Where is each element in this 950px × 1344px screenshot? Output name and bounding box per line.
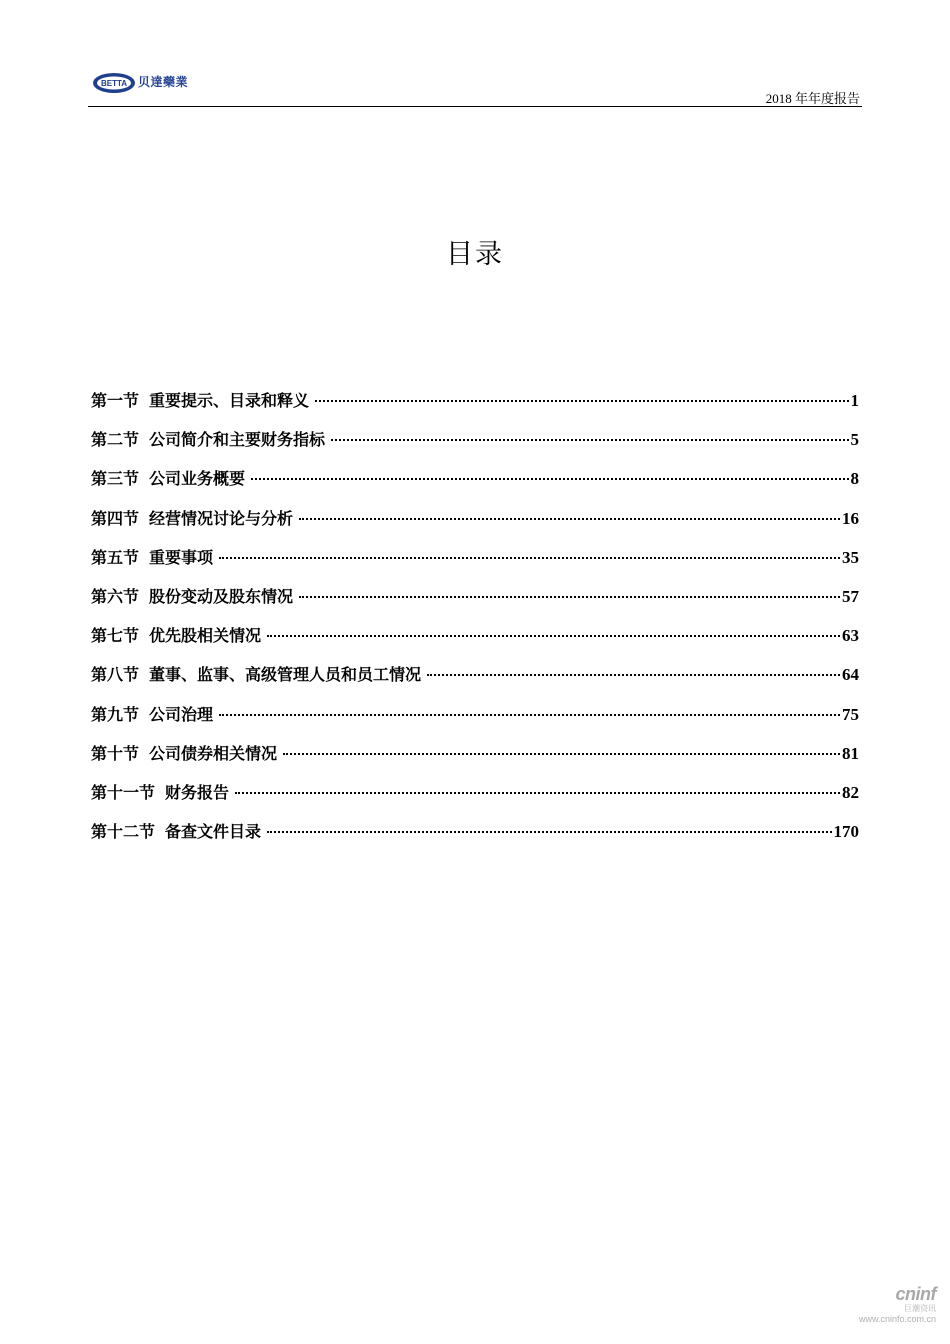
toc-page: 75: [842, 704, 859, 724]
toc-section: 第九节: [91, 704, 140, 724]
toc-title: 公司简介和主要财务指标: [149, 430, 326, 450]
watermark-brand: cninf: [895, 1284, 936, 1304]
toc-leader-dots: [299, 596, 840, 598]
toc-page: 1: [850, 391, 859, 410]
page-header: [88, 70, 862, 107]
toc-item[interactable]: [91, 663, 859, 702]
toc-item[interactable]: [91, 585, 859, 624]
logo-badge: BETTA: [100, 79, 128, 88]
logo-text: 贝達藥業: [138, 75, 189, 89]
toc-leader-dots: [251, 478, 848, 480]
toc-section: 第十二节: [91, 822, 156, 842]
toc-section: 第一节: [91, 391, 140, 410]
toc-leader-dots: [283, 753, 840, 755]
toc-item[interactable]: [91, 546, 859, 585]
toc-title: 财务报告: [165, 782, 230, 802]
toc-page: 5: [850, 430, 859, 450]
table-of-contents: [91, 389, 859, 859]
toc-title: 公司债券相关情况: [149, 743, 278, 763]
watermark-url: www.cninfo.com.cn: [858, 1314, 936, 1324]
toc-item[interactable]: [91, 507, 859, 546]
watermark-sub: 巨潮资讯: [904, 1304, 936, 1313]
toc-item[interactable]: [91, 703, 859, 742]
toc-section: 第七节: [91, 626, 140, 646]
toc-page: 35: [842, 547, 859, 567]
cninfo-watermark: [846, 1284, 936, 1332]
toc-leader-dots: [267, 635, 840, 637]
toc-title: 公司治理: [149, 704, 214, 724]
toc-title: 备查文件目录: [165, 822, 262, 842]
toc-title: 重要事项: [149, 547, 214, 567]
toc-leader-dots: [331, 439, 848, 441]
toc-leader-dots: [219, 557, 840, 559]
toc-title: 董事、监事、高级管理人员和员工情况: [149, 665, 422, 685]
toc-page: 8: [850, 469, 859, 489]
toc-section: 第八节: [91, 665, 140, 685]
toc-item[interactable]: [91, 781, 859, 820]
toc-page: 82: [842, 782, 859, 802]
toc-leader-dots: [299, 518, 840, 520]
toc-leader-dots: [427, 674, 840, 676]
toc-leader-dots: [235, 792, 840, 794]
toc-title: 股份变动及股东情况: [149, 586, 294, 606]
page-title: 目录: [446, 239, 504, 270]
toc-item[interactable]: [91, 428, 859, 467]
toc-section: 第十节: [91, 743, 140, 763]
toc-item[interactable]: [91, 467, 859, 506]
toc-item[interactable]: [91, 820, 859, 859]
toc-section: 第十一节: [91, 782, 156, 802]
toc-section: 第五节: [91, 547, 140, 567]
toc-section: 第三节: [91, 469, 140, 489]
toc-leader-dots: [267, 831, 831, 833]
toc-section: 第六节: [91, 586, 140, 606]
toc-page: 64: [842, 665, 859, 685]
toc-item[interactable]: [91, 624, 859, 663]
toc-leader-dots: [315, 400, 848, 402]
toc-page: 63: [842, 626, 859, 646]
toc-section: 第四节: [91, 508, 140, 528]
toc-page: 16: [842, 508, 859, 528]
toc-item[interactable]: [91, 742, 859, 781]
toc-item[interactable]: [91, 389, 859, 428]
toc-page: 81: [842, 743, 859, 763]
report-label: 2018 年年度报告: [765, 91, 860, 106]
toc-page: 57: [842, 586, 859, 606]
toc-title: 优先股相关情况: [149, 626, 262, 646]
toc-section: 第二节: [91, 430, 140, 450]
toc-page: 170: [833, 822, 859, 842]
toc-title: 经营情况讨论与分析: [149, 508, 294, 528]
toc-leader-dots: [219, 714, 840, 716]
toc-title: 公司业务概要: [149, 469, 246, 489]
toc-title: 重要提示、目录和释义: [149, 391, 310, 410]
